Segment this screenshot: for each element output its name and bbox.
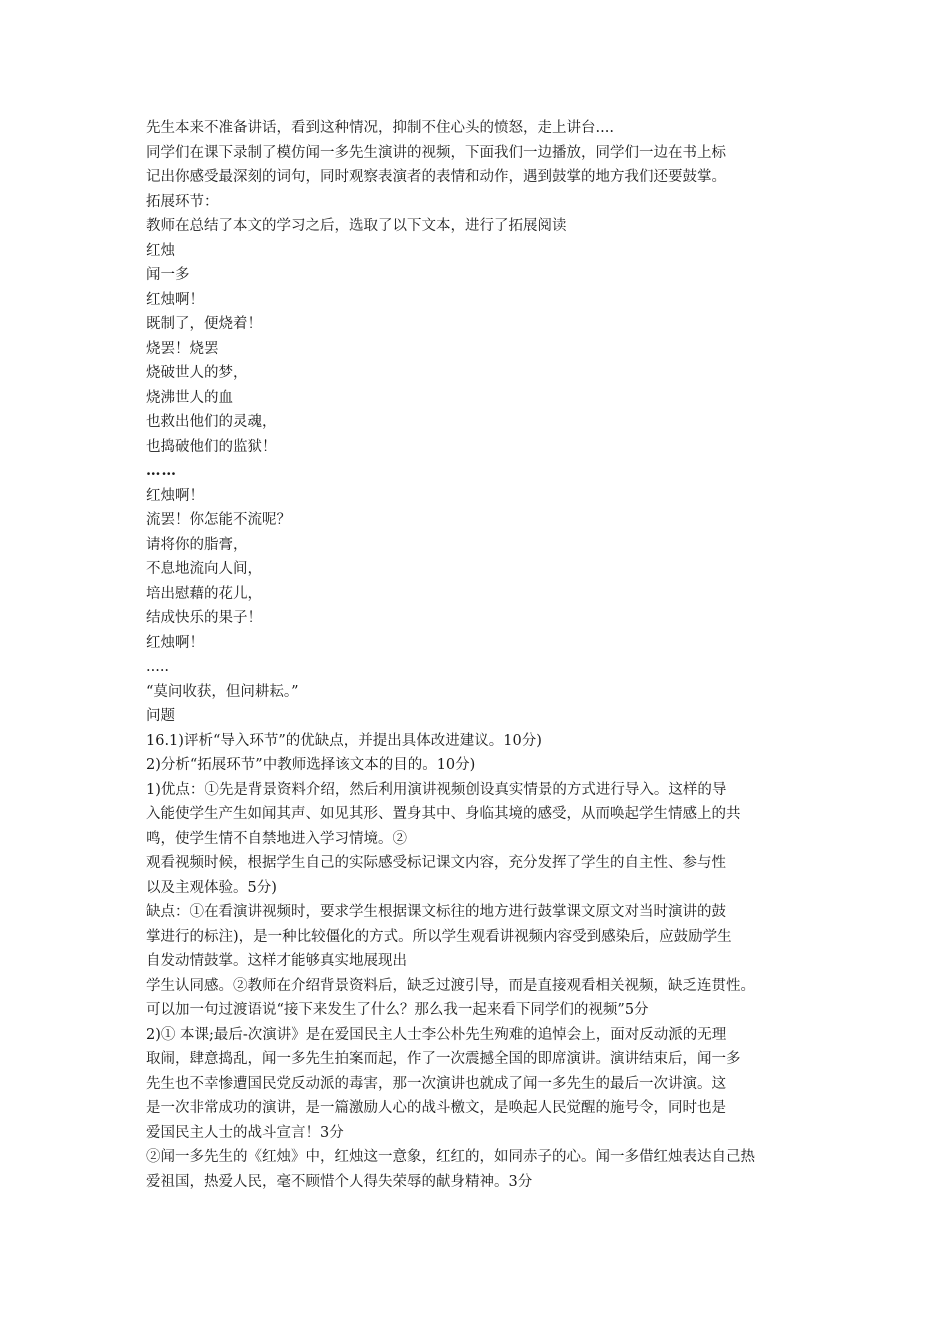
poem-line: 结成快乐的果子！ [146,610,262,626]
poem-line: 不息地流向人间， [146,561,262,577]
answer-line: 2)① 本课;最后-次演讲》是在爱国民主人士李公朴先生殉难的追悼会上，面对反动派的无理 [146,1026,727,1043]
poem-closing-quote: “莫问收获，但问耕耘。” [146,683,299,700]
question-2: 2)分析“拓展环节”中教师选择该文本的目的。10分) [146,757,476,773]
answer-line: 可以加一句过渡语说“接下来发生了什么？那么我一起来看下同学们的视频”5分 [146,1002,649,1018]
poem-title: 红烛 [146,242,175,259]
poem-line: 烧破世人的梦， [146,365,248,381]
answer-line: 学生认同感。②教师在介绍背景资料后，缺乏过渡引导，而是直接观看相关视频，缺乏连贯性。 [146,977,755,994]
poem-ellipsis: ..... [146,659,170,675]
poem-line: 请将你的脂膏， [146,536,248,553]
poem-line: 也捣破他们的监狱！ [146,438,277,455]
answer-line: 鸣，使学生情不自禁地进入学习情境。② [146,830,407,847]
extension-description: 教师在总结了本文的学习之后，选取了以下文本，进行了拓展阅读 [146,218,567,234]
poem-line: 红烛啊！ [146,634,204,651]
poem-line: 烧罢！烧罢 [146,340,219,357]
answer-line: 取闹，肆意捣乱，闻一多先生拍案而起，作了一次震撼全国的即席演讲。演讲结束后，闻一多 [146,1051,741,1067]
answer-line: 先生也不幸惨遭国民党反动派的毒害，那一次演讲也就成了闻一多先生的最后一次讲演。这 [146,1075,726,1092]
poem-line: 红烛啊！ [146,487,204,504]
answer-line: 爱国民主人士的战斗宣言！3分 [146,1124,344,1141]
poem-line: 红烛啊！ [146,291,204,308]
poem-line: 也救出他们的灵魂， [146,414,277,430]
poem-author: 闻一多 [146,267,190,283]
answer-line: 以及主观体验。5分) [146,879,277,896]
document-page [146,116,816,1194]
answer-line: 掌进行的标注)，是一种比较僵化的方式。所以学生观看讲视频内容受到感染后，应鼓励学生 [146,928,732,945]
poem-line: 培出慰藉的花儿， [146,585,262,602]
intro-line: 同学们在课下录制了模仿闻一多先生演讲的视频，下面我们一边播放，同学们一边在书上标 [146,144,726,161]
answer-line: 入能使学生产生如闻其声、如见其形、置身其中、身临其境的感受，从而唤起学生情感上的共 [146,806,741,822]
extension-heading: 拓展环节： [146,193,219,210]
poem-ellipsis: …… [146,462,177,479]
answer-line: 是一次非常成功的演讲，是一篇激励人心的战斗檄文，是唤起人民觉醒的施号令，同时也是 [146,1100,726,1116]
question-1: 16.1)评析“导入环节”的优缺点，并提出具体改进建议。10分) [146,732,542,749]
answer-line: 自发动情鼓掌。这样才能够真实地展现出 [146,953,407,969]
intro-line: 先生本来不准备讲话，看到这种情况，抑制不住心头的愤怒，走上讲台.... [146,120,614,136]
answer-line: 1)优点：①先是背景资料介绍，然后利用演讲视频创设真实情景的方式进行导入。这样的导 [146,781,727,798]
answer-line: 爱祖国，热爱人民，毫不顾惜个人得失荣辱的献身精神。3分 [146,1173,533,1190]
intro-line: 记出你感受最深刻的词句，同时观察表演者的表情和动作，遇到鼓掌的地方我们还要鼓掌。 [146,169,726,185]
answer-line: 缺点：①在看演讲视频时，要求学生根据课文标往的地方进行鼓掌课文原文对当时演讲的鼓 [146,904,726,920]
poem-line: 流罢！你怎能不流呢？ [146,512,291,528]
questions-heading: 问题 [146,708,175,724]
poem-line: 烧沸世人的血 [146,389,233,406]
answer-line: ②闻一多先生的《红烛》中，红烛这一意象，红红的，如同赤子的心。闻一多借红烛表达自己热 [146,1149,755,1165]
answer-line: 观看视频时候，根据学生自己的实际感受标记课文内容，充分发挥了学生的自主性、参与性 [146,855,726,871]
poem-line: 既制了，便烧着！ [146,316,262,332]
